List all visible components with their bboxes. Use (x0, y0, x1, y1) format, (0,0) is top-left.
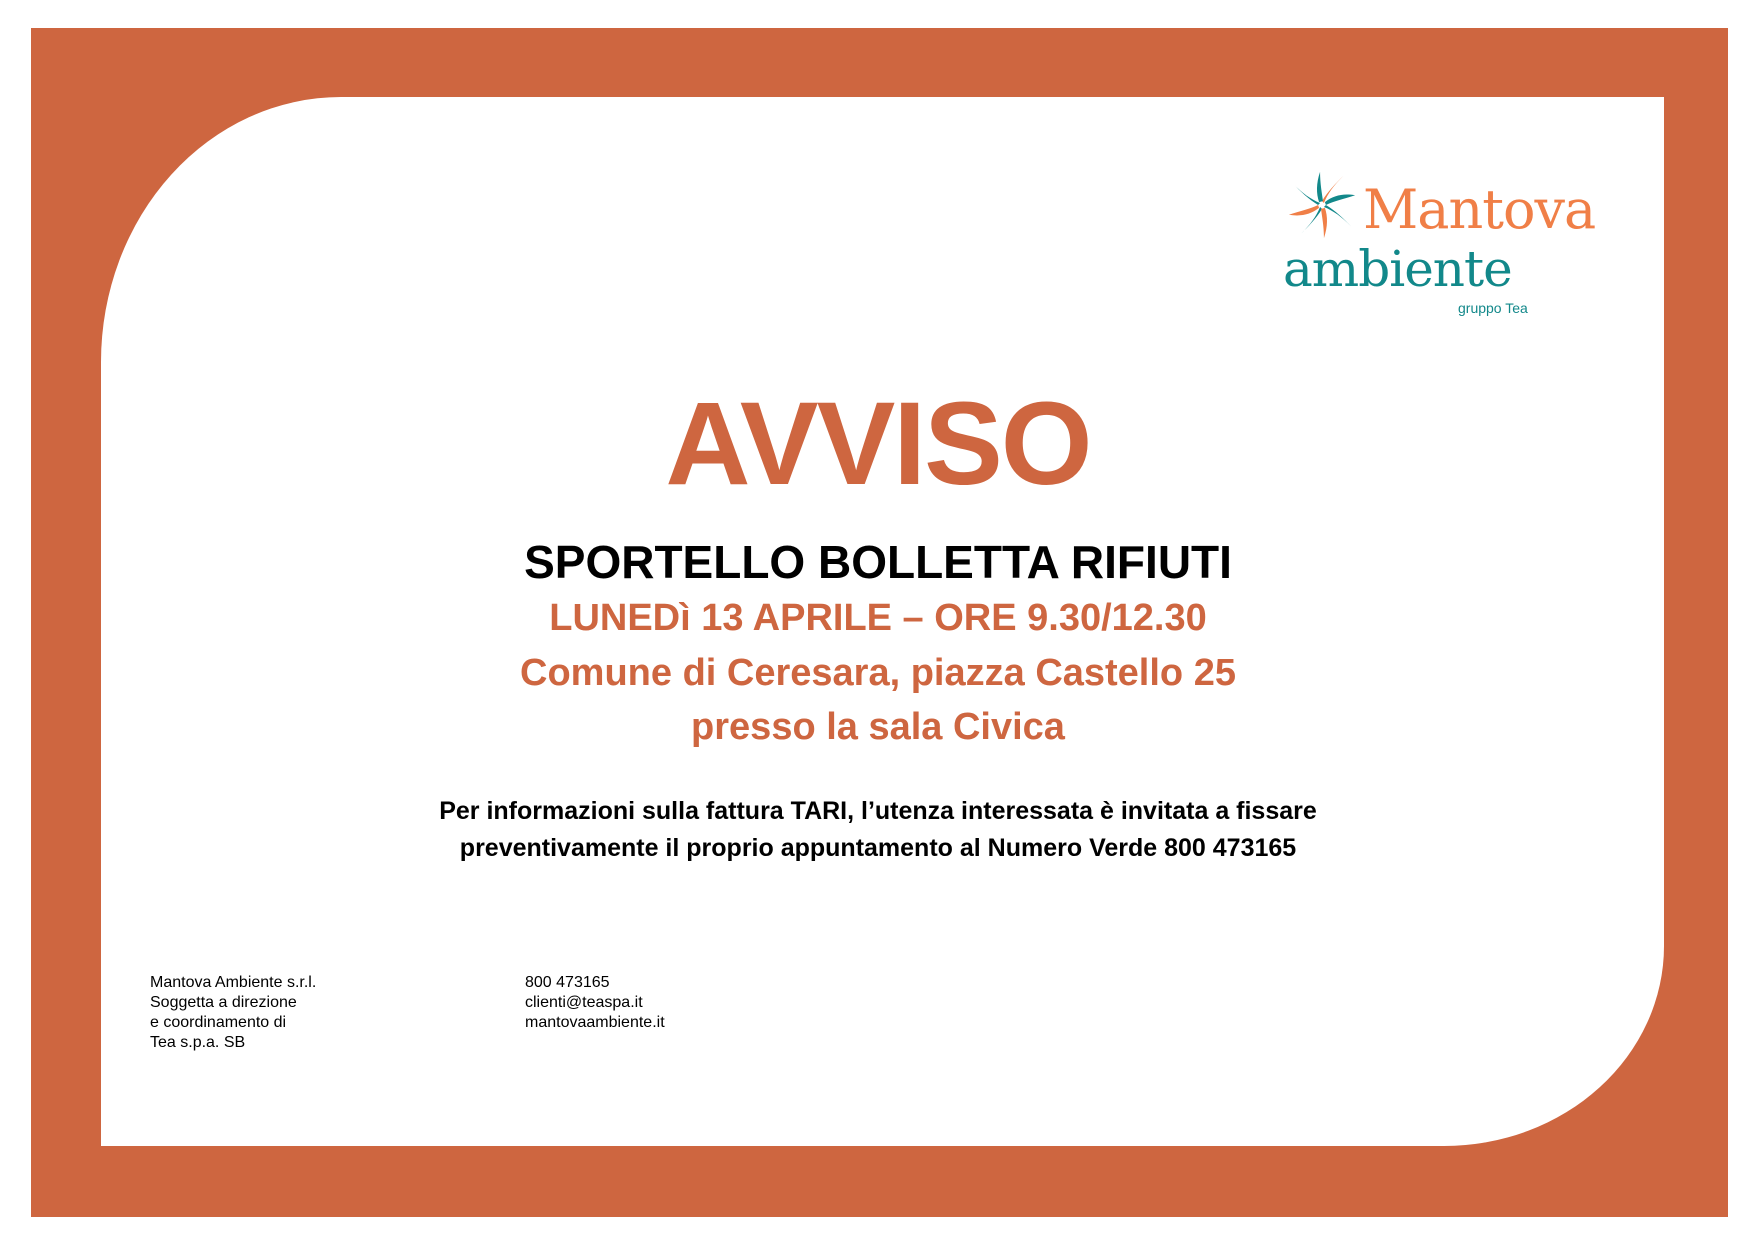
footer-company-line: e coordinamento di (150, 1014, 287, 1031)
footer-email: clienti@teaspa.it (525, 994, 643, 1011)
footer-company-line: Soggetta a direzione (150, 994, 297, 1011)
info-line-2: preventivamente il proprio appuntamento al Numero Verde 800 473165 (459, 834, 1297, 862)
notice-title: AVVISO (665, 378, 1091, 510)
footer-company-line: Mantova Ambiente s.r.l. (150, 974, 317, 991)
logo-tagline: gruppo Tea (1458, 300, 1528, 316)
notice-place: Comune di Ceresara, piazza Castello 25 (520, 652, 1236, 694)
pinwheel-icon (1283, 166, 1361, 244)
logo-wordmark-ambiente: ambiente (1283, 240, 1512, 298)
notice-date-time: LUNEDì 13 APRILE – ORE 9.30/12.30 (549, 597, 1207, 639)
notice-room: presso la sala Civica (691, 706, 1065, 748)
notice-subtitle: SPORTELLO BOLLETTA RIFIUTI (524, 536, 1232, 588)
footer-company-line: Tea s.p.a. SB (150, 1034, 246, 1051)
footer-contact-info (525, 973, 665, 1033)
footer-website: mantovaambiente.it (525, 1014, 665, 1031)
footer-company-info (150, 973, 316, 1053)
footer-phone: 800 473165 (525, 974, 610, 991)
logo-wordmark-mantova: Mantova (1363, 178, 1596, 241)
info-line-1: Per informazioni sulla fattura TARI, l’utenza interessata è invitata a fissare (439, 797, 1317, 825)
mantova-ambiente-logo (1283, 166, 1613, 326)
